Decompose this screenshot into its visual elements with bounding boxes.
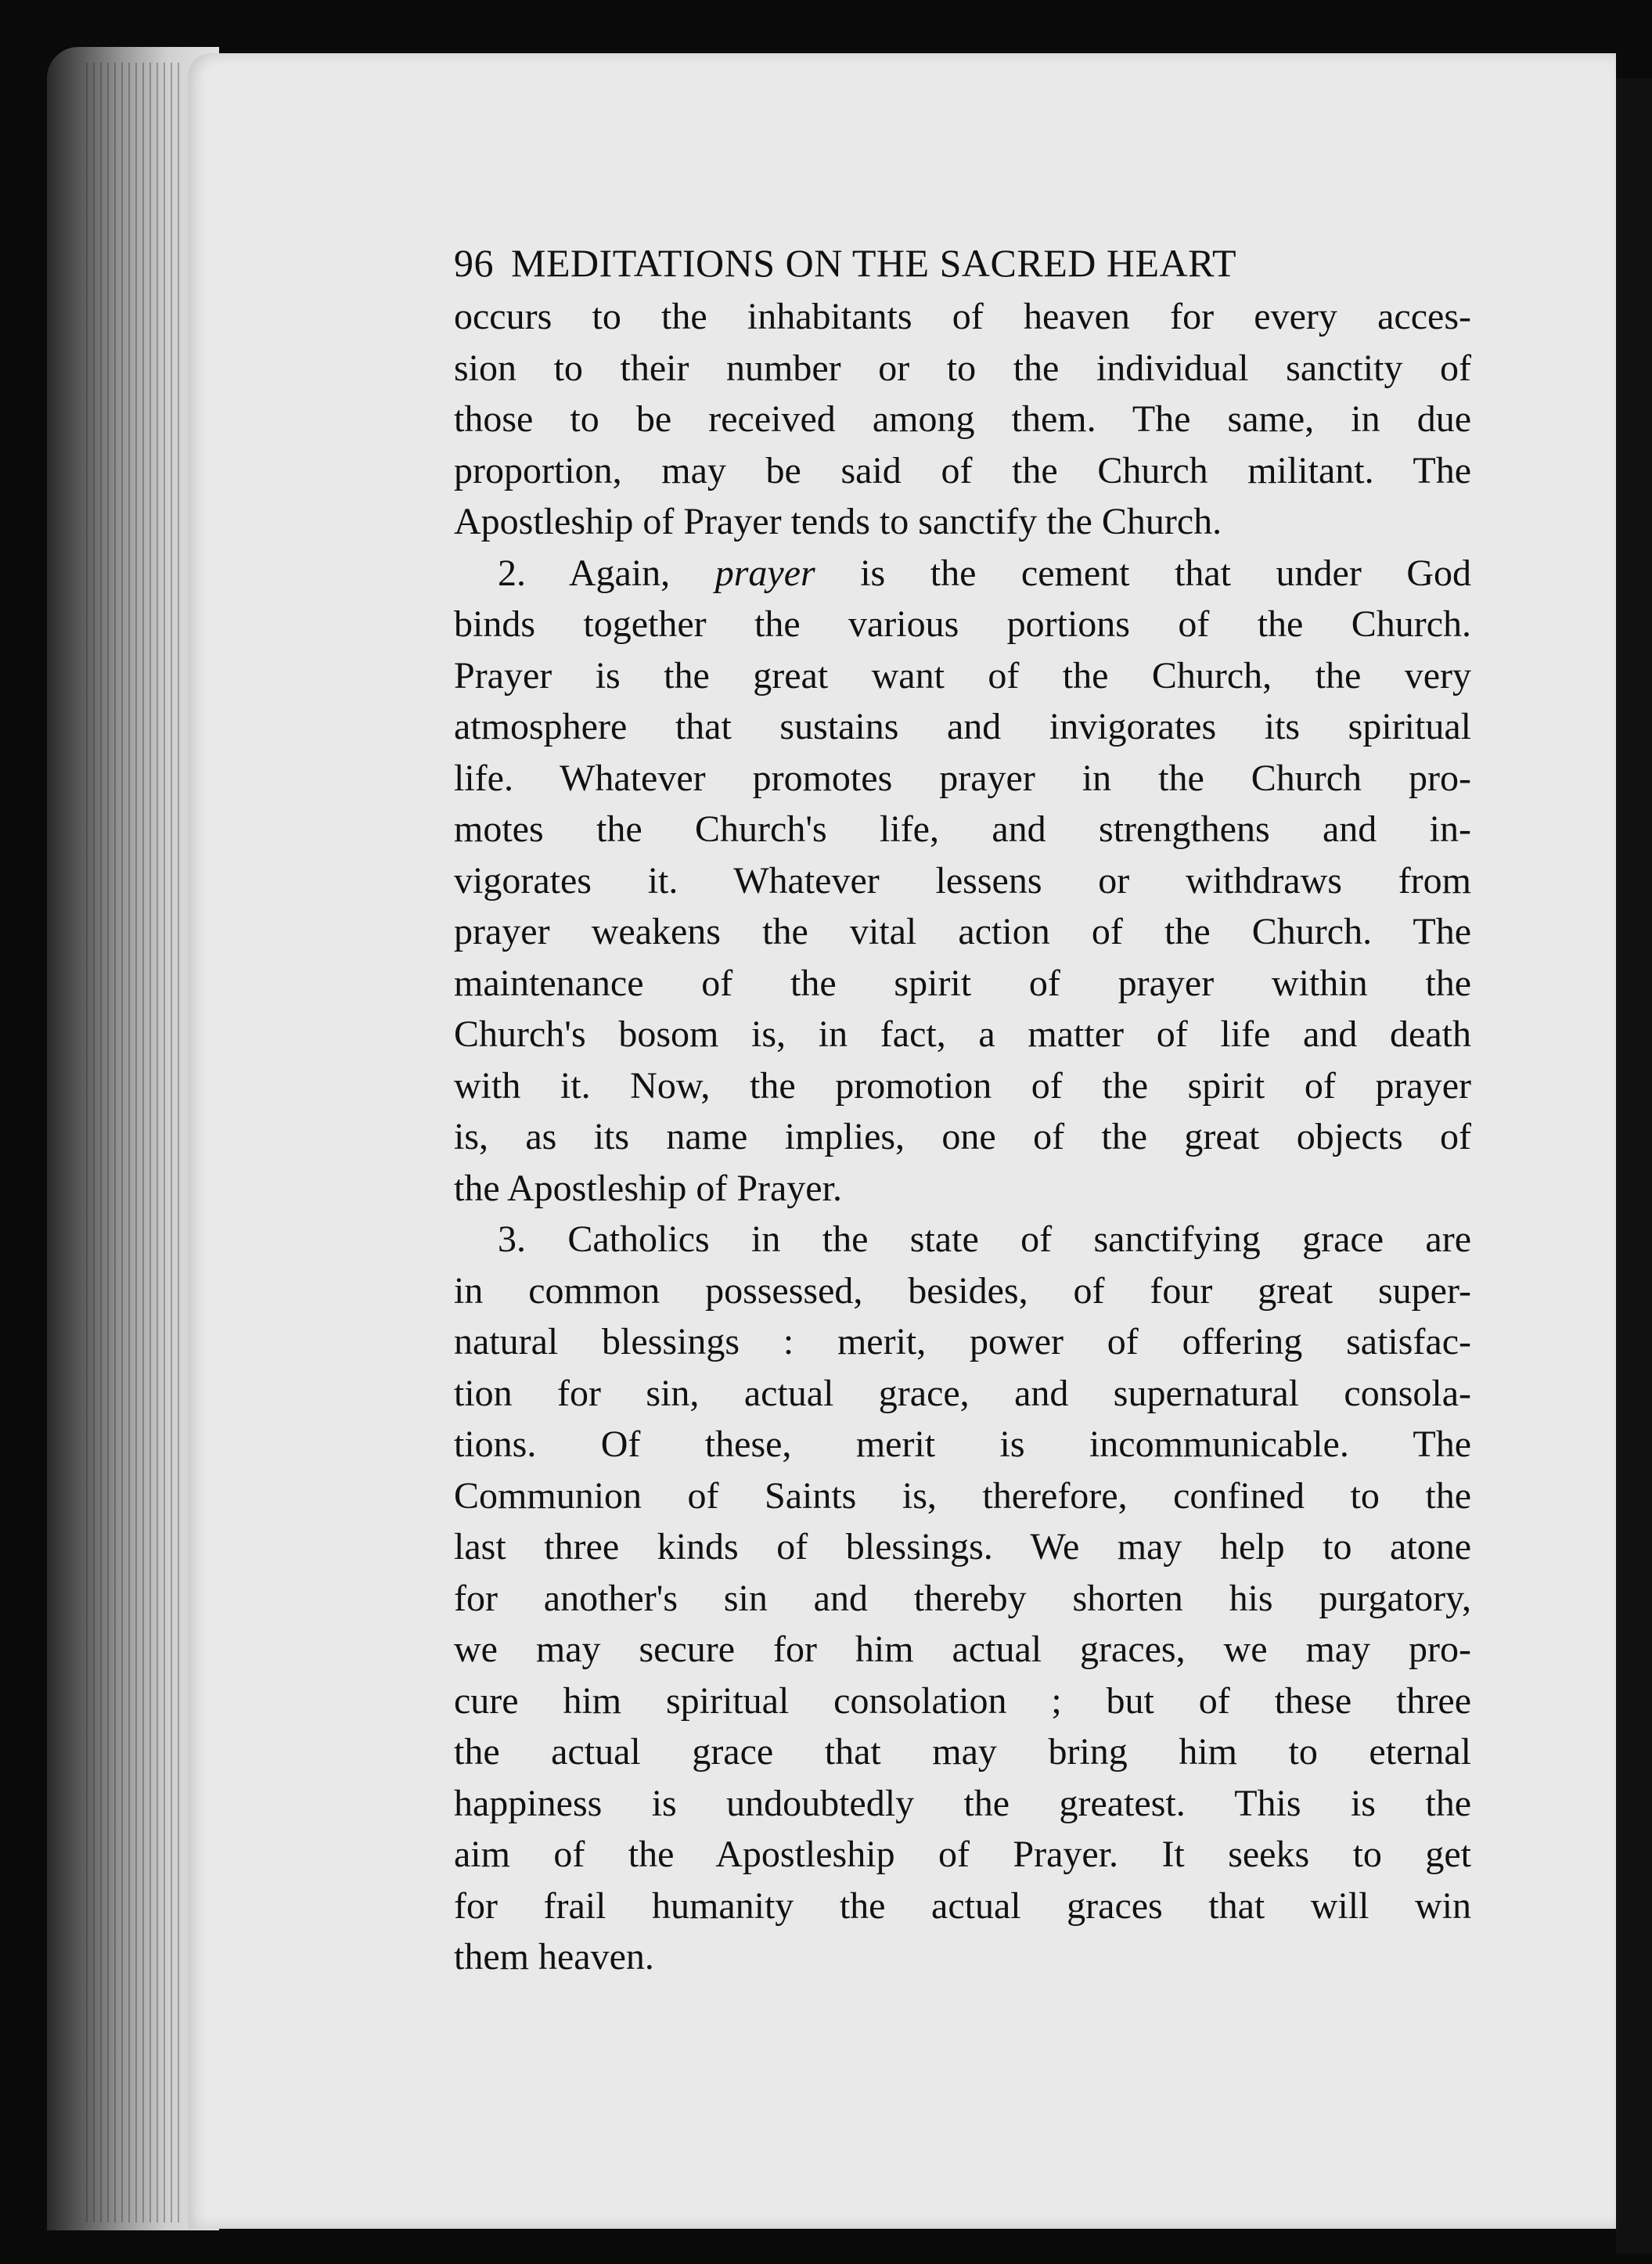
page-number: 96: [454, 241, 494, 285]
scan-border-right: [1616, 78, 1652, 2254]
text-line: Church's bosom is, in fact, a matter of life and death: [454, 1013, 1471, 1055]
text-line: Prayer is the great want of the Church, the very: [454, 654, 1471, 696]
text-line: motes the Church's life, and strengthens and in-: [454, 808, 1471, 850]
text-block: [454, 235, 1471, 1983]
text-line: tion for sin, actual grace, and supernatural consola-: [454, 1372, 1471, 1414]
running-head: [454, 235, 1471, 291]
text-line: occurs to the inhabitants of heaven for every acces-: [454, 296, 1471, 337]
text-line: natural blessings : merit, power of offering satisfac-: [454, 1321, 1471, 1362]
text-line: for frail humanity the actual graces that will win: [454, 1884, 1471, 1927]
text-line: in common possessed, besides, of four great super-: [454, 1269, 1471, 1312]
text-line: happiness is undoubtedly the greatest. This is the: [454, 1782, 1471, 1824]
text-line: sion to their number or to the individual sanctity of: [454, 347, 1471, 389]
text-line: 2. Again, prayer is the cement that under God: [498, 552, 1472, 594]
italic-word: prayer: [714, 552, 815, 594]
text-line: proportion, may be said of the Church militant. The: [454, 449, 1471, 491]
text-line: aim of the Apostleship of Prayer. It seeks to get: [454, 1834, 1471, 1875]
text-line: binds together the various portions of the Church.: [454, 603, 1471, 645]
text-line: 3. Catholics in the state of sanctifying grace are: [498, 1218, 1471, 1260]
text-line: the Apostleship of Prayer.: [454, 1167, 842, 1209]
text-line: we may secure for him actual graces, we may pro-: [454, 1629, 1471, 1670]
text-line: prayer weakens the vital action of the Church. The: [454, 911, 1471, 952]
text-line: life. Whatever promotes prayer in the Church pro-: [454, 757, 1471, 799]
text-line: is, as its name implies, one of the great objects of: [454, 1116, 1471, 1157]
text-line: those to be received among them. The same, in due: [454, 398, 1471, 440]
text-line: cure him spiritual consolation ; but of these three: [454, 1679, 1471, 1722]
text-line: them heaven.: [454, 1936, 654, 1978]
text-line: tions. Of these, merit is incommunicable. The: [454, 1424, 1471, 1465]
text-line: atmosphere that sustains and invigorates its spiritual: [454, 706, 1471, 747]
text-line: the actual grace that may bring him to eternal: [454, 1731, 1471, 1773]
text-line: Communion of Saints is, therefore, confined to the: [454, 1474, 1471, 1517]
running-title: MEDITATIONS ON THE SACRED HEART: [511, 241, 1236, 285]
text-line: with it. Now, the promotion of the spirit of prayer: [454, 1064, 1471, 1107]
text-line: vigorates it. Whatever lessens or withdraws from: [454, 859, 1471, 902]
text-line: last three kinds of blessings. We may help to atone: [454, 1526, 1471, 1568]
page-edge-lines: [86, 63, 180, 2223]
text-line: Apostleship of Prayer tends to sanctify the Church.: [454, 501, 1222, 542]
text-line: maintenance of the spirit of prayer within the: [454, 962, 1471, 1004]
text-line: for another's sin and thereby shorten his purgatory,: [454, 1577, 1471, 1619]
body-text: [454, 291, 1471, 1983]
